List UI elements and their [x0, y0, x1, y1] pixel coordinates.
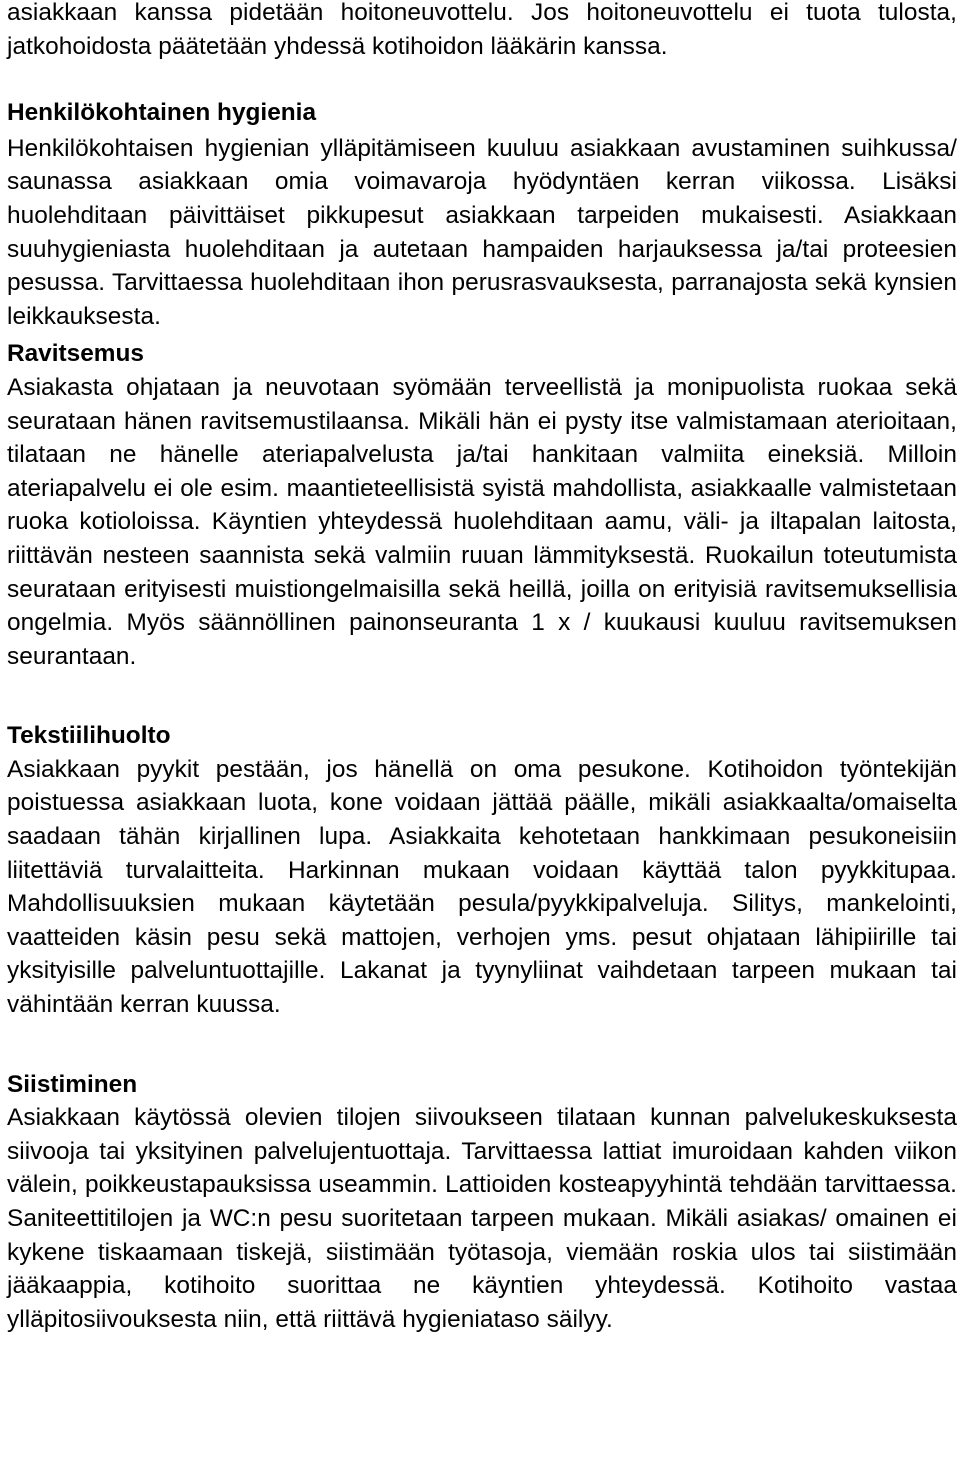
intro-paragraph: asiakkaan kanssa pidetään hoitoneuvottelu. Jos hoitoneuvottelu ei tuota tulosta, jatkohoidosta päätetään yhdessä kotihoidon lääkärin kanssa. [7, 0, 957, 60]
section-body-ravitsemus: Asiakasta ohjataan ja neuvotaan syömään terveellistä ja monipuolista ruokaa sekä seurataan hänen ravitsemustilaansa. Mikäli hän ei pysty itse valmistamaan aterioitaan, tilataan ne hänelle ateriapalvelusta ja/tai hankitaan valmiita eineksiä. Milloin ateriapalvelu ei ole esim. maantieteellisistä syistä mahdollista, asiakkaalle valmistetaan ruoka kotioloissa. Käyntien yhteydessä huolehditaan aamu, väli- ja iltapalan laitosta, riittävän nesteen saannista sekä valmiin ruuan lämmityksestä. Ruokailun toteutumista seurataan erityisesti muistiongelmaisilla sekä heillä, joilla on erityisiä ravitsemuksellisia ongelmia. Myös säännöllinen painonseuranta 1 x / kuukausi kuuluu ravitsemuksen seurantaan. [7, 373, 957, 670]
document-page [7, 0, 957, 1336]
spacer [7, 673, 957, 719]
section-siistiminen [7, 1068, 957, 1337]
section-heading-siistiminen: Siistiminen [7, 1070, 138, 1098]
spacer [7, 1022, 957, 1068]
section-heading-ravitsemus: Ravitsemus [7, 340, 144, 368]
spacer [7, 63, 957, 96]
section-body-siistiminen: Asiakkaan käytössä olevien tilojen siivoukseen tilataan kunnan palvelukeskuksesta siivooja tai yksityinen palvelujentuottaja. Tarvittaessa lattiat imuroidaan kahden viikon välein, poikkeustapauksissa useammin. Lattioiden kosteapyyhintä tehdään tarvittaessa. Saniteettitilojen ja WC:n pesu suoritetaan tarpeen mukaan. Mikäli asiakas/ omainen ei kykene tiskaamaan tiskejä, siistimään työtasoja, viemään roskia ulos tai siistimään jääkaappia, kotihoito suorittaa ne käyntien yhteydessä. Kotihoito vastaa ylläpitosiivouksesta niin, että riittävä hygieniataso säilyy. [7, 1104, 957, 1333]
section-body-tekstiilihuolto: Asiakkaan pyykit pestään, jos hänellä on oma pesukone. Kotihoidon työntekijän poistuessa asiakkaan luota, kone voidaan jättää päälle, mikäli asiakkaalta/omaiselta saadaan tähän kirjallinen lupa. Asiakkaita kehotetaan hankkimaan pesukoneisiin liitettäviä turvalaitteita. Harkinnan mukaan voidaan käyttää talon pyykkitupaa. Mahdollisuuksien mukaan käytetään pesula/pyykkipalveluja. Silitys, mankelointi, vaatteiden käsin pesu sekä mattojen, verhojen yms. pesut ohjataan lähipiirille tai yksityisille palveluntuottajille. Lakanat ja tyynyliinat vaihdetaan tarpeen mukaan tai vähintään kerran kuussa. [7, 755, 957, 1019]
section-body-hygienia: Henkilökohtaisen hygienian ylläpitämiseen kuuluu asiakkaan avustaminen suihkussa/ saunassa asiakkaan omia voimavaroja hyödyntäen kerran viikossa. Lisäksi huolehditaan päivittäiset pikkupesut asiakkaan tarpeiden mukaisesti. Asiakkaan suuhygieniasta huolehditaan ja autetaan hampaiden harjauksessa ja/tai proteesien pesussa. Tarvittaessa huolehditaan ihon perusrasvauksesta, parranajosta sekä kynsien leikkauksesta. [7, 134, 957, 330]
section-tekstiilihuolto [7, 719, 957, 1021]
section-heading-hygienia: Henkilökohtainen hygienia [7, 99, 317, 127]
section-ravitsemus [7, 337, 957, 673]
section-henkilokohtainen-hygienia [7, 96, 957, 333]
section-heading-tekstiilihuolto: Tekstiilihuolto [7, 722, 171, 750]
